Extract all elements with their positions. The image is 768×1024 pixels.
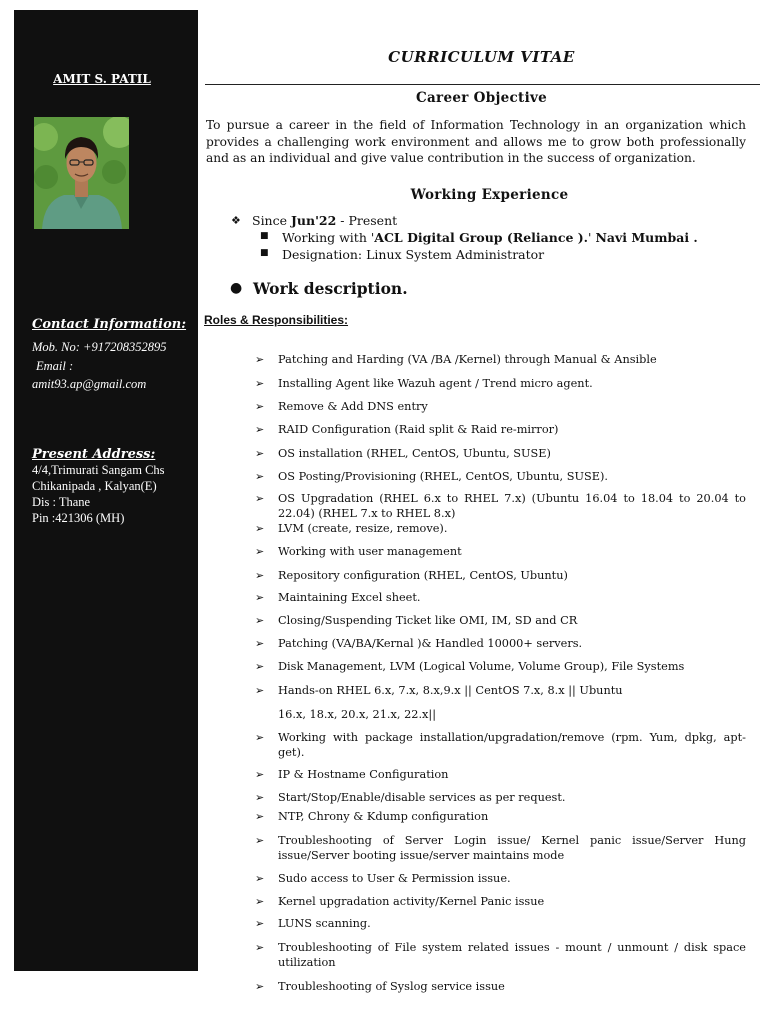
company-location: Navi Mumbai . [595, 230, 698, 245]
square-bullet-icon: ■ [260, 248, 269, 258]
objective-text: To pursue a career in the field of Information Technology in an organization which provides a challenging work environment and allows me to grow both professionally and as an individual and give value contribution in the success of organization. [206, 118, 746, 165]
title-divider [205, 84, 760, 85]
working-mid: ' [588, 230, 596, 245]
experience-since [252, 213, 397, 228]
responsibility-text: LVM (create, resize, remove). [278, 522, 448, 535]
arrow-bullet-icon: ➢ [255, 810, 265, 823]
responsibility-text: Disk Management, LVM (Logical Volume, Volume Group), File Systems [278, 660, 685, 673]
arrow-bullet-icon: ➢ [255, 377, 265, 390]
arrow-bullet-icon: ➢ [255, 768, 265, 781]
arrow-bullet-icon: ➢ [255, 980, 265, 993]
objective-heading: Career Objective [415, 90, 548, 106]
responsibility-text: RAID Configuration (Raid split & Raid re-mirror) [278, 423, 559, 436]
responsibility-text: OS Upgradation (RHEL 6.x to RHEL 7.x) (Ubuntu 16.04 to 18.04 to 20.04 to 22.04) (RHEL 7.x to RHEL 8.x) [278, 492, 746, 520]
roles-heading: Roles & Responsibilities: [204, 313, 349, 327]
address-heading: Present Address: [32, 447, 156, 462]
working-prefix: Working with ' [282, 230, 375, 245]
responsibility-text: Troubleshooting of Syslog service issue [278, 980, 505, 993]
arrow-bullet-icon: ➢ [255, 660, 265, 673]
arrow-bullet-icon: ➢ [255, 545, 265, 558]
responsibility-text: Patching (VA/BA/Kernal )& Handled 10000+ servers. [278, 637, 583, 650]
profile-photo [34, 117, 129, 229]
arrow-bullet-icon: ➢ [255, 684, 265, 697]
profile-photo-image [34, 117, 129, 229]
arrow-bullet-icon: ➢ [255, 522, 265, 535]
responsibility-text: Troubleshooting of File system related issues - mount / unmount / disk space utilization [278, 941, 746, 969]
arrow-bullet-icon: ➢ [255, 400, 265, 413]
arrow-bullet-icon: ➢ [255, 917, 265, 930]
responsibility-text: Start/Stop/Enable/disable services as per request. [278, 791, 566, 804]
work-description-heading: Work description. [253, 279, 408, 298]
since-date: Jun'22 [290, 213, 337, 228]
responsibility-text: Maintaining Excel sheet. [278, 591, 421, 604]
responsibility-text: 16.x, 18.x, 20.x, 21.x, 22.x|| [278, 708, 437, 721]
arrow-bullet-icon: ➢ [255, 423, 265, 436]
arrow-bullet-icon: ➢ [255, 492, 265, 505]
address-line-1: 4/4,Trimurati Sangam Chs [32, 463, 165, 477]
candidate-name: AMIT S. PATIL [53, 72, 151, 86]
arrow-bullet-icon: ➢ [255, 895, 265, 908]
experience-heading: Working Experience [410, 187, 569, 203]
email-label: Email : [36, 359, 74, 373]
responsibility-text: Working with user management [278, 545, 462, 558]
arrow-bullet-icon: ➢ [255, 470, 265, 483]
responsibility-text: Installing Agent like Wazuh agent / Trend micro agent. [278, 377, 593, 390]
arrow-bullet-icon: ➢ [255, 834, 265, 847]
arrow-bullet-icon: ➢ [255, 591, 265, 604]
experience-company [282, 230, 698, 245]
arrow-bullet-icon: ➢ [255, 731, 265, 744]
responsibility-text: OS Posting/Provisioning (RHEL, CentOS, Ubuntu, SUSE). [278, 470, 608, 483]
responsibility-text: LUNS scanning. [278, 917, 371, 930]
responsibility-text: Working with package installation/upgradation/remove (rpm. Yum, dpkg, apt-get). [278, 731, 746, 759]
arrow-bullet-icon: ➢ [255, 941, 265, 954]
arrow-bullet-icon: ➢ [255, 614, 265, 627]
responsibility-text: Troubleshooting of Server Login issue/ Kernel panic issue/Server Hung issue/Server booting issue/server maintains mode [278, 834, 746, 862]
arrow-bullet-icon: ➢ [255, 791, 265, 804]
round-bullet-icon: ● [230, 280, 243, 296]
arrow-bullet-icon: ➢ [255, 569, 265, 582]
company-name: ACL Digital Group (Reliance ). [374, 230, 589, 245]
responsibility-text: Kernel upgradation activity/Kernel Panic issue [278, 895, 545, 908]
contact-heading: Contact Information: [32, 317, 187, 332]
square-bullet-icon: ■ [260, 231, 269, 241]
arrow-bullet-icon: ➢ [255, 637, 265, 650]
experience-designation: Designation: Linux System Administrator [282, 247, 545, 262]
responsibility-text: Repository configuration (RHEL, CentOS, Ubuntu) [278, 569, 568, 582]
responsibility-text: Sudo access to User & Permission issue. [278, 872, 511, 885]
address-line-4: Pin :421306 (MH) [32, 511, 125, 525]
address-line-3: Dis : Thane [32, 495, 91, 509]
arrow-bullet-icon: ➢ [255, 353, 265, 366]
responsibility-text: NTP, Chrony & Kdump configuration [278, 810, 489, 823]
responsibility-text: OS installation (RHEL, CentOS, Ubuntu, SUSE) [278, 447, 551, 460]
responsibility-text: IP & Hostname Configuration [278, 768, 449, 781]
arrow-bullet-icon: ➢ [255, 447, 265, 460]
arrow-bullet-icon: ➢ [255, 872, 265, 885]
mobile-number: Mob. No: +917208352895 [32, 340, 167, 354]
diamond-bullet-icon: ❖ [231, 214, 241, 227]
email-address[interactable]: amit93.ap@gmail.com [32, 377, 147, 391]
address-line-2: Chikanipada , Kalyan(E) [32, 479, 157, 493]
responsibility-text: Remove & Add DNS entry [278, 400, 428, 413]
responsibility-text: Hands-on RHEL 6.x, 7.x, 8.x,9.x || CentOS 7.x, 8.x || Ubuntu [278, 684, 623, 697]
responsibility-text: Patching and Harding (VA /BA /Kernel) through Manual & Ansible [278, 353, 657, 366]
since-prefix: Since [252, 213, 291, 228]
since-suffix: - Present [336, 213, 398, 228]
responsibility-text: Closing/Suspending Ticket like OMI, IM, SD and CR [278, 614, 578, 627]
sidebar [14, 10, 198, 971]
document-title: CURRICULUM VITAE [388, 48, 575, 66]
